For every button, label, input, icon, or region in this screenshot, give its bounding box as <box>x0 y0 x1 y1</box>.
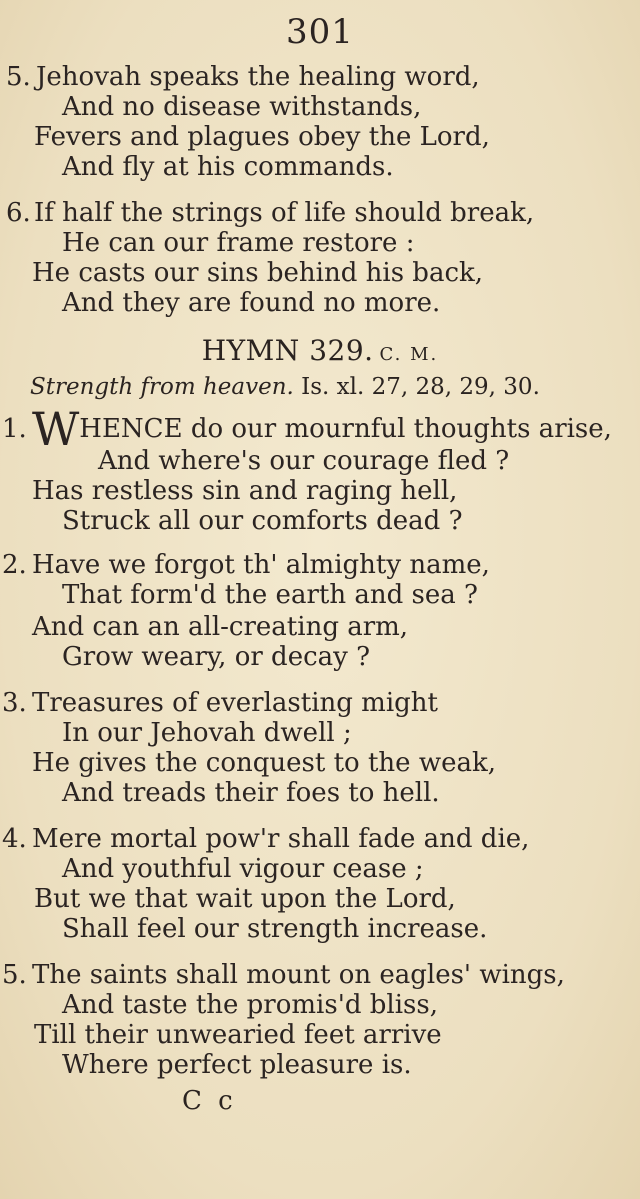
verse-number: 4. <box>2 824 27 854</box>
verse-number: 6. <box>6 198 31 228</box>
verse-line: Have we forgot th' almighty name, <box>32 550 490 580</box>
hymn-meter: C. M. <box>379 344 439 365</box>
subtitle-text: Strength from heaven. <box>30 374 294 400</box>
hymn-number: HYMN 329. <box>201 334 374 367</box>
page-number: 301 <box>286 12 354 52</box>
verse-line: And treads their foes to hell. <box>62 778 440 808</box>
scripture-reference: Is. xl. 27, 28, 29, 30. <box>301 374 540 400</box>
verse-line: And fly at his commands. <box>62 152 394 182</box>
verse-line: Till their unwearied feet arrive <box>34 1020 442 1050</box>
verse-line: That form'd the earth and sea ? <box>62 580 478 610</box>
verse-line: And no disease withstands, <box>62 92 422 122</box>
hymn-subtitle <box>30 374 540 400</box>
verse-line: And taste the promis'd bliss, <box>62 990 438 1020</box>
verse-line: HENCE do our mournful thoughts arise, <box>79 414 612 444</box>
verse-line: Where perfect pleasure is. <box>62 1050 412 1080</box>
verse-line: If half the strings of life should break, <box>34 198 535 228</box>
verse-line: He gives the conquest to the weak, <box>32 748 496 778</box>
verse-line: And they are found no more. <box>62 288 441 318</box>
verse-line: Grow weary, or decay ? <box>62 642 371 672</box>
verse-line: But we that wait upon the Lord, <box>34 884 456 914</box>
verse-line: He can our frame restore : <box>62 228 415 258</box>
verse-line: The saints shall mount on eagles' wings, <box>32 960 565 990</box>
hymn-title <box>0 334 640 367</box>
verse-line: In our Jehovah dwell ; <box>62 718 352 748</box>
verse-number: 5. <box>6 62 31 92</box>
verse-line: And youthful vigour cease ; <box>62 854 424 884</box>
verse-line: Struck all our comforts dead ? <box>62 506 463 536</box>
verse-line: And where's our courage fled ? <box>98 446 510 476</box>
verse-line: Treasures of everlasting might <box>32 688 438 718</box>
verse-line: Has restless sin and raging hell, <box>32 476 458 506</box>
verse-number: 3. <box>2 688 27 718</box>
verse-line: Fevers and plagues obey the Lord, <box>34 122 490 152</box>
verse-number: 5. <box>2 960 27 990</box>
verse-line: Shall feel our strength increase. <box>62 914 488 944</box>
verse-line: And can an all-creating arm, <box>32 612 409 642</box>
verse-line: Jehovah speaks the healing word, <box>36 62 480 92</box>
drop-cap: W <box>32 402 80 456</box>
signature-mark: C c <box>182 1086 237 1116</box>
verse-line: He casts our sins behind his back, <box>32 258 484 288</box>
verse-line: Mere mortal pow'r shall fade and die, <box>32 824 530 854</box>
verse-number: 1. <box>2 414 27 444</box>
verse-first-line <box>32 402 612 456</box>
verse-number: 2. <box>2 550 27 580</box>
